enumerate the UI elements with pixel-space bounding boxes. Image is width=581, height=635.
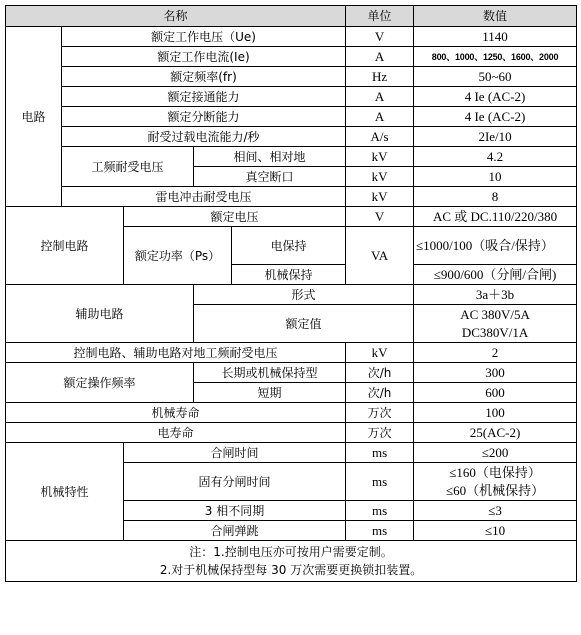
table-row [6,343,577,363]
row-unit: Hz [346,67,414,87]
row-value: 10 [414,167,577,187]
row-label: 额定电压 [124,207,346,227]
header-row [6,6,577,27]
table-row [6,363,577,383]
row-value: 2Ie/10 [414,127,577,147]
row-unit: ms [346,521,414,541]
header-value: 数值 [414,6,577,27]
notes [6,541,577,582]
table-row [6,67,577,87]
row-unit: ms [346,443,414,463]
row-value: 4 Ie (AC-2) [414,107,577,127]
value-line: ≤160（电保持） [449,464,541,480]
row-label: 控制电路、辅助电路对地工频耐受电压 [6,343,346,363]
row-value: 25(AC-2) [414,423,577,443]
row-label: 额定值 [194,305,414,343]
row-label: 耐受过载电流能力/秒 [62,127,346,147]
table-row [6,207,577,227]
row-unit: 次/h [346,383,414,403]
row-value: 100 [414,403,577,423]
row-unit: kV [346,147,414,167]
row-unit: kV [346,343,414,363]
row-value: 800、1000、1250、1600、2000 [414,47,577,67]
row-label: 额定频率(fr) [62,67,346,87]
row-value: 50~60 [414,67,577,87]
row-label: 机械保持 [232,265,346,285]
row-label: 合闸时间 [124,443,346,463]
row-value: 8 [414,187,577,207]
row-label: 真空断口 [194,167,346,187]
table-row [6,127,577,147]
note-line: 注：1.控制电压亦可按用户需要定制。 [189,545,393,559]
row-value: ≤900/600（分闸/合闸) [414,265,577,285]
row-unit: A [346,47,414,67]
row-value [414,305,577,343]
row-label: 形式 [194,285,414,305]
table-row [6,107,577,127]
table-row [6,87,577,107]
row-unit: 次/h [346,363,414,383]
group-circuit: 电路 [6,27,62,207]
row-label: 3 相不同期 [124,501,346,521]
row-unit: ms [346,501,414,521]
table-row [6,403,577,423]
table-row [6,27,577,47]
table-row [6,423,577,443]
table-row [6,285,577,305]
sub-group-power-freq: 工频耐受电压 [62,147,194,187]
row-value: ≤200 [414,443,577,463]
row-value: 4 Ie (AC-2) [414,87,577,107]
row-value: 2 [414,343,577,363]
row-label: 雷电冲击耐受电压 [62,187,346,207]
spec-table [5,5,577,582]
row-value: 3a＋3b [414,285,577,305]
header-name: 名称 [6,6,346,27]
row-unit: V [346,27,414,47]
row-value: ≤10 [414,521,577,541]
group-auxiliary: 辅助电路 [6,285,194,343]
row-label: 长期或机械保持型 [194,363,346,383]
row-label: 额定分断能力 [62,107,346,127]
row-unit: V [346,207,414,227]
row-value: 600 [414,383,577,403]
row-value [414,463,577,501]
group-operation-freq: 额定操作频率 [6,363,194,403]
row-unit: kV [346,187,414,207]
note-line: 2.对于机械保持型每 30 万次需要更换锁扣装置。 [159,563,423,577]
row-value: AC 或 DC.110/220/380 [414,207,577,227]
row-label: 额定工作电压（Ue) [62,27,346,47]
group-mechanical: 机械特性 [6,443,124,541]
row-label: 额定工作电流(Ie) [62,47,346,67]
row-label: 固有分闸时间 [124,463,346,501]
row-label: 机械寿命 [6,403,346,423]
row-unit: VA [346,227,414,285]
value-line: AC 380V/5A [460,306,530,322]
row-label: 电保持 [232,227,346,265]
row-unit: 万次 [346,403,414,423]
spec-table-container [5,5,577,582]
table-row [6,47,577,67]
group-control: 控制电路 [6,207,124,285]
row-unit: A [346,87,414,107]
row-value: 4.2 [414,147,577,167]
row-unit: 万次 [346,423,414,443]
row-value: ≤3 [414,501,577,521]
row-value: ≤1000/100（吸合/保持） [414,227,577,265]
table-row [6,443,577,463]
row-label: 电寿命 [6,423,346,443]
row-label: 相间、相对地 [194,147,346,167]
row-value: 300 [414,363,577,383]
row-unit: ms [346,463,414,501]
row-unit: kV [346,167,414,187]
value-line: ≤60（机械保持） [445,482,545,498]
row-label: 短期 [194,383,346,403]
row-label: 额定接通能力 [62,87,346,107]
table-row [6,187,577,207]
row-unit: A/s [346,127,414,147]
notes-row [6,541,577,582]
table-row [6,147,577,167]
header-unit: 单位 [346,6,414,27]
row-unit: A [346,107,414,127]
row-value: 1140 [414,27,577,47]
sub-group-rated-power: 额定功率（Ps） [124,227,232,285]
value-line: DC380V/1A [461,324,529,340]
row-label: 合闸弹跳 [124,521,346,541]
